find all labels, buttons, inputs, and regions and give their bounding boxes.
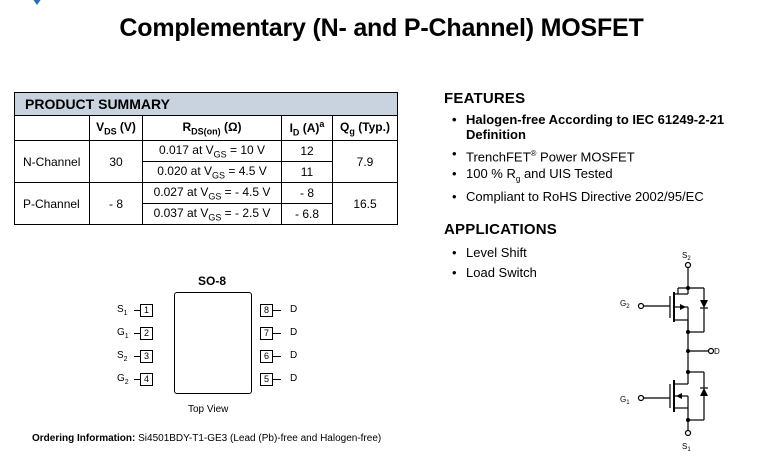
applications-list xyxy=(452,243,537,283)
package-name: SO-8 xyxy=(198,274,227,288)
p-channel-rds-2: 0.037 at $V_{GS}$ = - 2.5 V xyxy=(143,204,282,225)
table-row xyxy=(15,183,398,204)
pin-1-label: $S_1$ xyxy=(117,304,128,317)
n-channel-label: N-Channel xyxy=(15,141,90,183)
pin-5-lead xyxy=(273,379,281,380)
g1-label: $G_1$ xyxy=(620,395,630,406)
s1-label: $S_1$ xyxy=(682,442,691,453)
p-channel-label: P-Channel xyxy=(15,183,90,225)
pin-6-label: D xyxy=(290,350,298,361)
n-channel-id-2: 11 xyxy=(282,162,333,183)
blank-header-cell xyxy=(15,116,90,141)
list-item: • Halogen-free According to IEC 61249-2-21 Definition xyxy=(452,112,724,142)
mosfet-symbols xyxy=(639,263,714,436)
list-item: • TrenchFET® Power MOSFET xyxy=(452,145,724,165)
n-channel-rds-2: 0.020 at $V_{GS} = 4.5$ V xyxy=(143,162,282,183)
p-channel-rds-1: 0.027 at $V_{GS}$ = - 4.5 V xyxy=(143,183,282,204)
qg-header: $Q_g$ (Typ.) xyxy=(333,116,398,141)
pin-8-number: 8 xyxy=(260,304,273,317)
corner-arrow-icon xyxy=(32,0,42,6)
p-channel-vds: - 8 xyxy=(90,183,143,225)
pin-3-label: $S_2$ xyxy=(117,350,128,363)
p-channel-id-2: - 6.8 xyxy=(282,204,333,225)
package-outline xyxy=(174,292,252,394)
p-channel-id-1: - 8 xyxy=(282,183,333,204)
pin-6-number: 6 xyxy=(260,350,273,363)
pin-3-number: 3 xyxy=(140,350,153,363)
vds-header: $V_{DS}$ (V) xyxy=(90,116,143,141)
ordering-information: Ordering Information: Si4501BDY-T1-GE3 (Lead (Pb)-free and Halogen-free) xyxy=(32,433,382,444)
pin-5-label: D xyxy=(290,373,298,384)
n-channel-id-1: 12 xyxy=(282,141,333,162)
list-item: • Load Switch xyxy=(452,263,537,283)
pin-4-label: $G_2$ xyxy=(117,373,129,386)
page-title: Complementary (N- and P-Channel) MOSFET xyxy=(119,14,644,42)
mosfet-schematic xyxy=(608,248,748,454)
pin-5-number: 5 xyxy=(260,373,273,386)
pin-7-label: D xyxy=(290,327,298,338)
n-channel-vds: 30 xyxy=(90,141,143,183)
pin-2-label: $G_1$ xyxy=(117,327,129,340)
rds-header: $R_{DS(on)}$ (Ω) xyxy=(143,116,282,141)
pin-8-lead xyxy=(273,310,281,311)
n-channel-qg: 7.9 xyxy=(333,141,398,183)
features-heading: FEATURES xyxy=(444,90,526,107)
product-summary-table xyxy=(14,92,398,225)
product-summary-heading: PRODUCT SUMMARY xyxy=(15,93,398,116)
pin-7-number: 7 xyxy=(260,327,273,340)
pin-2-number: 2 xyxy=(140,327,153,340)
p-channel-qg: 16.5 xyxy=(333,183,398,225)
pin-7-lead xyxy=(273,333,281,334)
g2-label: $G_2$ xyxy=(620,299,630,310)
n-channel-rds-1: 0.017 at $V_{GS} = 10$ V xyxy=(143,141,282,162)
features-list xyxy=(452,112,724,205)
list-item: • Level Shift xyxy=(452,243,537,263)
table-row xyxy=(15,141,398,162)
s2-label: $S_2$ xyxy=(682,251,691,262)
top-view-label: Top View xyxy=(188,404,229,415)
pin-6-lead xyxy=(273,356,281,357)
pin-8-label: D xyxy=(290,304,298,315)
list-item: • Compliant to RoHS Directive 2002/95/EC xyxy=(452,188,724,205)
list-item: • 100 % $R_g$ and UIS Tested xyxy=(452,165,724,188)
applications-heading: APPLICATIONS xyxy=(444,221,557,238)
id-header: $I_D$ $(A)^a$ xyxy=(282,116,333,141)
body-diode-icons xyxy=(676,286,708,422)
pin-4-number: 4 xyxy=(140,373,153,386)
pin-1-number: 1 xyxy=(140,304,153,317)
d-label: D xyxy=(714,347,720,356)
